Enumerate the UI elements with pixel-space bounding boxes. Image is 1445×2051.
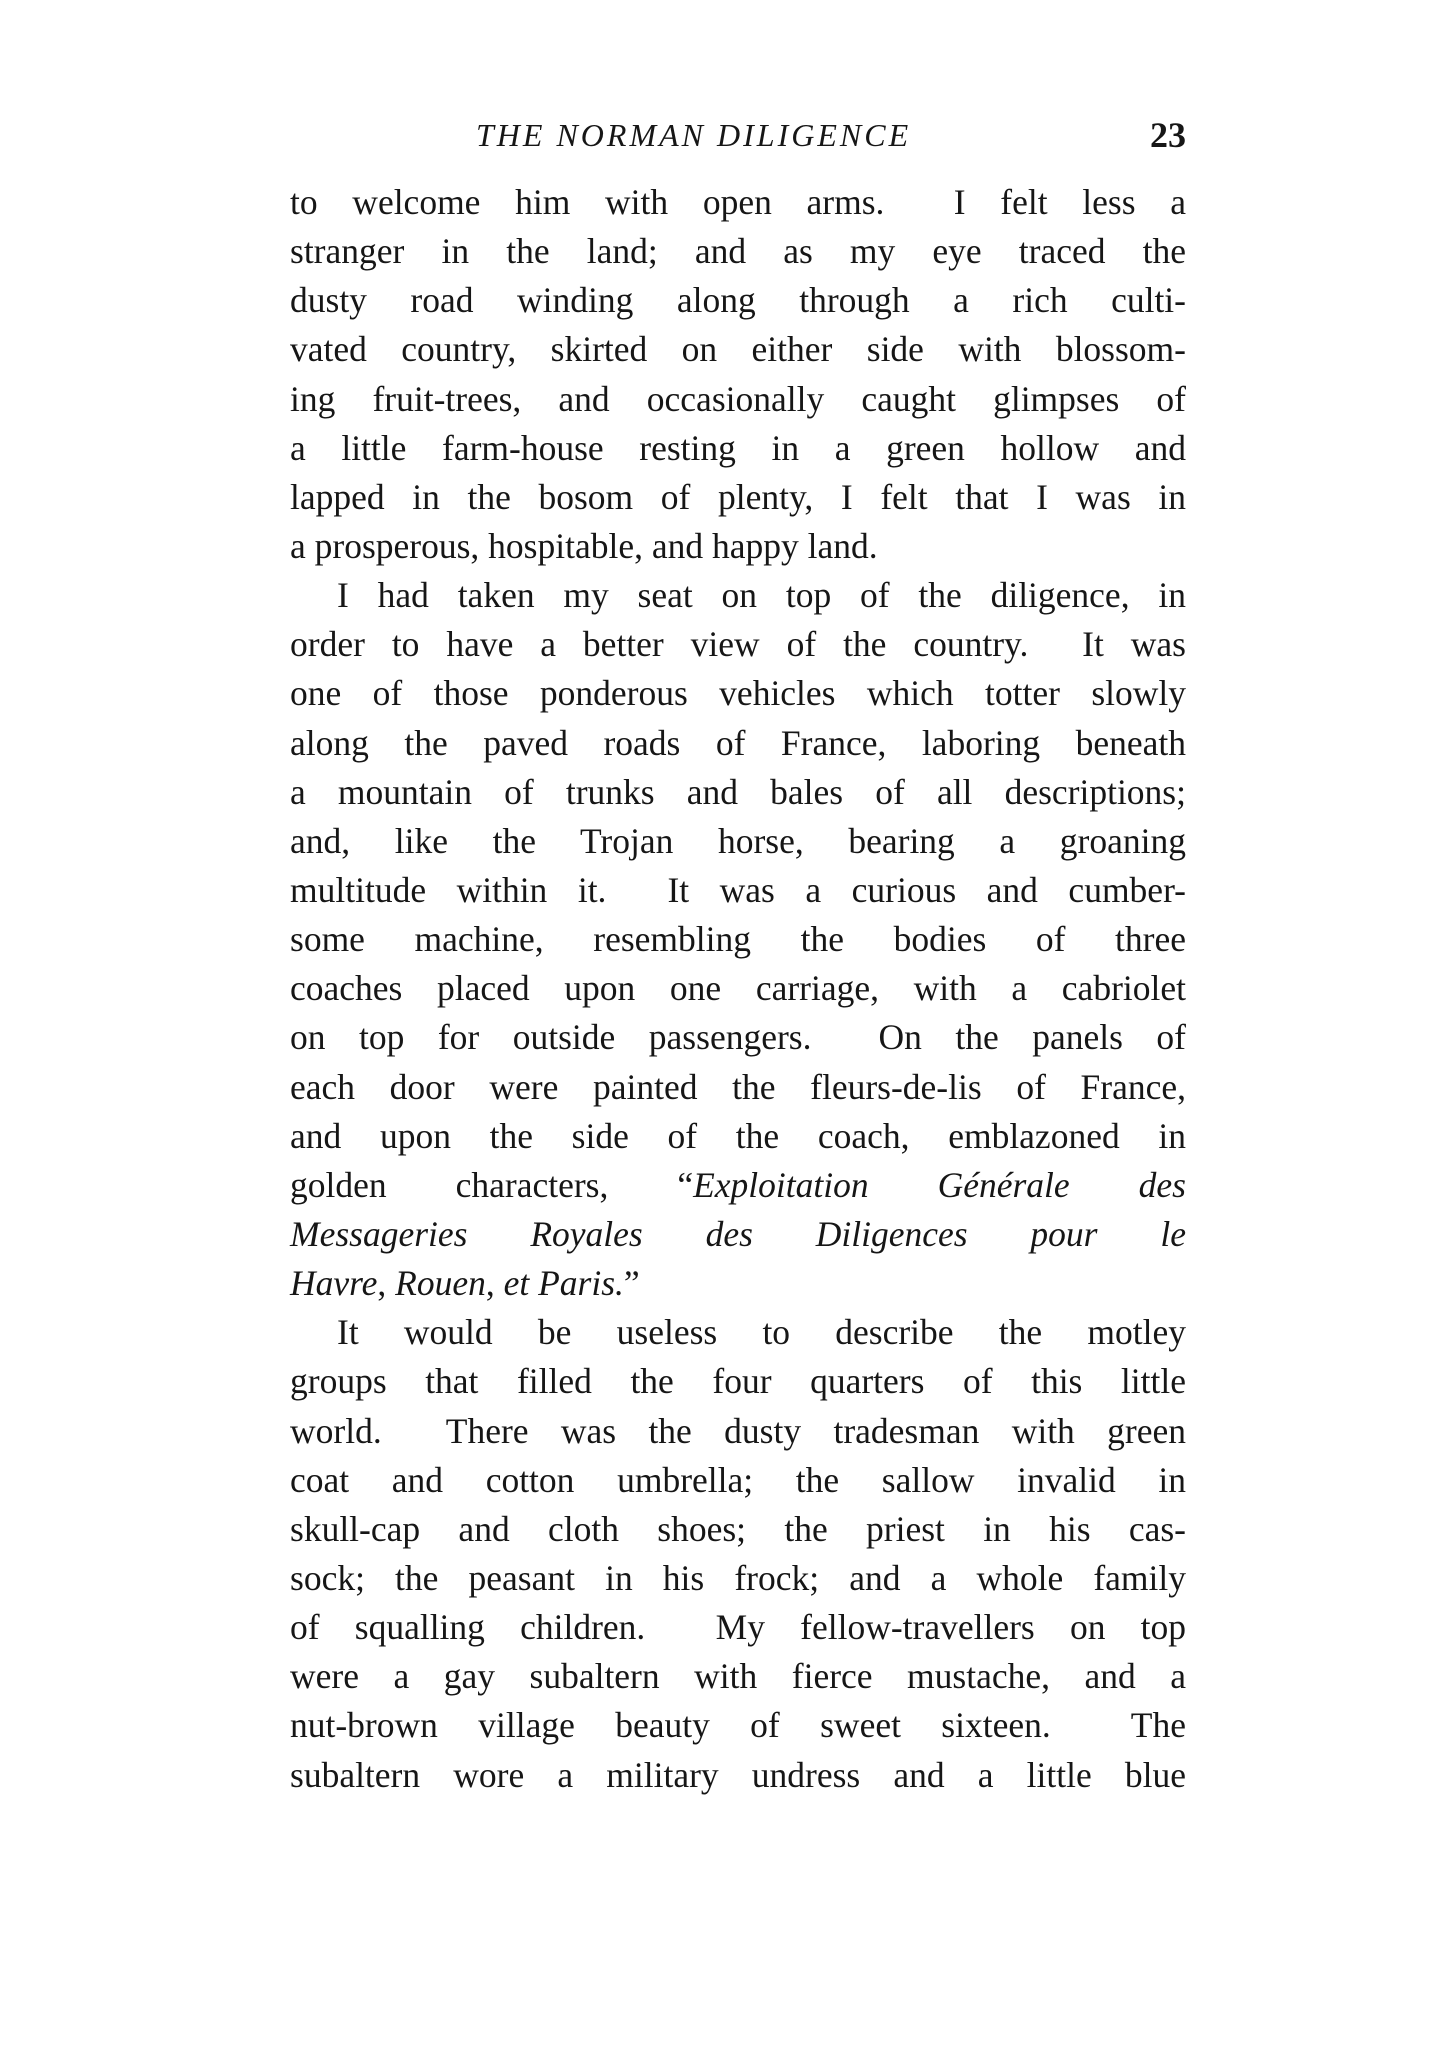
text-line (290, 719, 1186, 768)
text-segment: ing fruit-trees, and occasionally caught glimpses of (290, 378, 1186, 419)
page-number: 23 (1150, 115, 1186, 155)
text-line (290, 473, 1186, 522)
text-segment: and upon the side of the coach, emblazoned in (290, 1115, 1186, 1156)
text-segment: subaltern wore a military undress and a little blue (290, 1754, 1186, 1795)
text-line (290, 915, 1186, 964)
running-title: THE NORMAN DILIGENCE (476, 117, 912, 153)
italic-text: Exploitation Générale des (693, 1164, 1186, 1205)
text-line (290, 1259, 1186, 1308)
text-segment: world. There was the dusty tradesman with green (290, 1410, 1186, 1451)
text-line (290, 276, 1186, 325)
text-line (290, 227, 1186, 276)
text-line (290, 1161, 1186, 1210)
text-line (290, 571, 1186, 620)
text-segment: were a gay subaltern with fierce mustache, and a (290, 1656, 1186, 1697)
text-segment: coat and cotton umbrella; the sallow invalid in (290, 1459, 1186, 1500)
text-line (290, 669, 1186, 718)
text-line (290, 1652, 1186, 1701)
text-segment: on top for outside passengers. On the panels of (290, 1017, 1186, 1058)
text-segment: order to have a better view of the country. It was (290, 624, 1186, 665)
text-line (290, 964, 1186, 1013)
italic-text: et Paris. (503, 1263, 624, 1304)
text-line (290, 620, 1186, 669)
text-segment: one of those ponderous vehicles which totter slowly (290, 673, 1186, 714)
text-segment: a little farm-house resting in a green hollow and (290, 427, 1186, 468)
text-line (290, 1701, 1186, 1750)
text-segment: skull-cap and cloth shoes; the priest in his cas- (290, 1508, 1186, 1549)
text-segment: groups that filled the four quarters of this little (290, 1361, 1186, 1402)
text-segment: , (377, 1263, 396, 1304)
text-line (290, 375, 1186, 424)
text-line (290, 1554, 1186, 1603)
text-line (290, 1357, 1186, 1406)
italic-text: Rouen (395, 1263, 486, 1304)
text-line (290, 1603, 1186, 1652)
text-segment: of squalling children. My fellow-travellers on top (290, 1607, 1186, 1648)
text-line (290, 768, 1186, 817)
text-line (290, 866, 1186, 915)
text-segment: to welcome him with open arms. I felt less a (290, 182, 1186, 222)
text-line (290, 178, 1186, 227)
text-line (290, 325, 1186, 374)
text-line (290, 1407, 1186, 1456)
text-line (290, 1751, 1186, 1800)
text-segment: I had taken my seat on top of the diligence, in (337, 575, 1186, 616)
text-line (290, 1308, 1186, 1357)
text-line (290, 1456, 1186, 1505)
text-line (290, 1013, 1186, 1062)
text-segment: along the paved roads of France, laboring beneath (290, 722, 1186, 763)
text-segment: It would be useless to describe the motley (337, 1312, 1186, 1353)
text-segment: each door were painted the fleurs-de-lis of France, (290, 1066, 1186, 1107)
text-line (290, 1063, 1186, 1112)
text-segment: coaches placed upon one carriage, with a cabriolet (290, 968, 1186, 1009)
text-segment: and, like the Trojan horse, bearing a groaning (290, 820, 1186, 861)
text-segment: lapped in the bosom of plenty, I felt that I was in (290, 476, 1186, 517)
text-line (290, 1505, 1186, 1554)
text-segment: some machine, resembling the bodies of three (290, 919, 1186, 960)
text-segment: golden characters, “ (290, 1164, 694, 1205)
italic-text: Havre (290, 1263, 378, 1304)
text-segment: sock; the peasant in his frock; and a whole family (290, 1557, 1186, 1598)
text-segment: , (485, 1263, 504, 1304)
text-segment: vated country, skirted on either side with blossom- (290, 329, 1186, 370)
text-segment: dusty road winding along through a rich culti- (290, 280, 1186, 321)
text-line (290, 522, 1186, 571)
text-line (290, 817, 1186, 866)
text-line (290, 1112, 1186, 1161)
text-segment: multitude within it. It was a curious and cumber- (290, 869, 1186, 910)
text-segment: stranger in the land; and as my eye traced the (290, 231, 1186, 272)
running-head (290, 110, 1186, 160)
text-segment: ” (623, 1263, 640, 1304)
text-line (290, 1210, 1186, 1259)
italic-text: Messageries Royales des Diligences pour le (290, 1213, 1186, 1254)
text-line (290, 424, 1186, 473)
text-segment: nut-brown village beauty of sweet sixteen. The (290, 1705, 1186, 1746)
text-segment: a prosperous, hospitable, and happy land. (290, 525, 878, 566)
body-text (290, 178, 1186, 1800)
text-segment: a mountain of trunks and bales of all descriptions; (290, 771, 1186, 812)
